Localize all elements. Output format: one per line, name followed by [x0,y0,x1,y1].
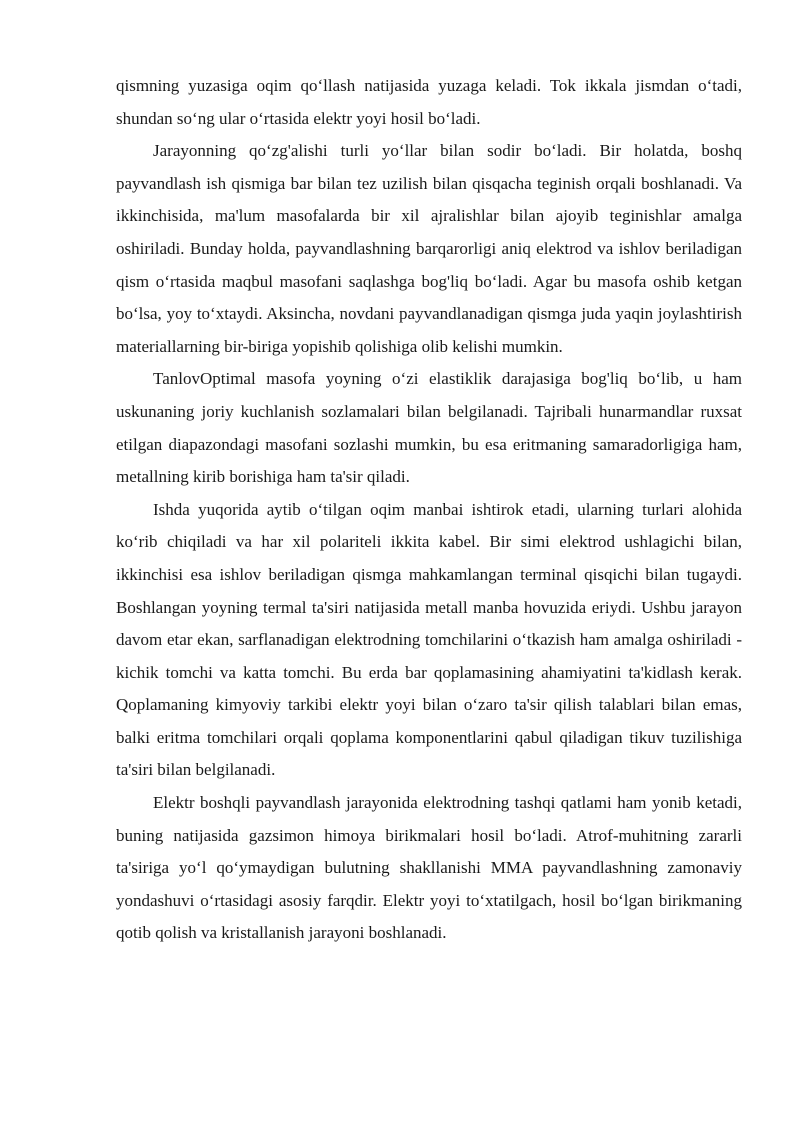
document-body [116,70,742,950]
paragraph-continuation: qismning yuzasiga oqim qo‘llash natijasida yuzaga keladi. Tok ikkala jismdan o‘tadi, shundan so‘ng ular o‘rtasida elektr yoyi hosil bo‘ladi. [116,76,742,128]
paragraph-arc-ignition: Jarayonning qo‘zg'alishi turli yo‘llar bilan sodir bo‘ladi. Bir holatda, boshq payvandlash ish qismiga bar bilan tez uzilish bilan qisqacha teginish orqali boshlanadi. Va ikkinchisida, ma'lum masofalarda bir xil ajralishlar bilan ajoyib teginishlar amalga oshiriladi. Bunday holda, payvandlashning barqarorligi aniq elektrod va ishlov beriladigan qism o‘rtasida maqbul masofani saqlashga bog'liq bo‘ladi. Agar bu masofa oshib ketgan bo‘lsa, yoy to‘xtaydi. Aksincha, novdani payvandlanadigan qismga juda yaqin joylashtirish materiallarning bir-biriga yopishib qolishiga olib kelishi mumkin. [116,141,742,356]
paragraph-optimal-distance: TanlovOptimal masofa yoyning o‘zi elastiklik darajasiga bog'liq bo‘lib, u ham uskunaning joriy kuchlanish sozlamalari bilan belgilanadi. Tajribali hunarmandlar ruxsat etilgan diapazondagi masofani sozlashi mumkin, bu esa eritmaning samaradorligiga ham, metallning kirib borishiga ham ta'sir qiladi. [116,369,742,487]
paragraph-process-description: Ishda yuqorida aytib o‘tilgan oqim manbai ishtirok etadi, ularning turlari alohida ko‘rib chiqiladi va har xil polariteli ikkita kabel. Bir simi elektrod ushlagichi bilan, ikkinchisi esa ishlov beriladigan qismga mahkamlangan terminal qisqichi bilan tugaydi. Boshlangan yoyning termal ta'siri natijasida metall manba hovuzida eriydi. Ushbu jarayon davom etar ekan, sarflanadigan elektrodning tomchilarini o‘tkazish ham amalga oshiriladi - kichik tomchi va katta tomchi. Bu erda bar qoplamasining ahamiyatini ta'kidlash kerak. Qoplamaning kimyoviy tarkibi elektr yoyi bilan o‘zaro ta'sir qilish talablari bilan emas, balki eritma tomchilari orqali qoplama komponentlarini qabul qiladigan tikuv tuzilishiga ta'siri bilan belgilanadi. [116,499,742,780]
paragraph-protective-gas: Elektr boshqli payvandlash jarayonida elektrodning tashqi qatlami ham yonib ketadi, buning natijasida gazsimon himoya birikmalari hosil bo‘ladi. Atrof-muhitning zararli ta'siriga yo‘l qo‘ymaydigan bulutning shakllanishi MMA payvandlashning zamonaviy yondashuvi o‘rtasidagi asosiy farqdir. Elektr yoyi to‘xtatilgach, hosil bo‘lgan birikmaning qotib qolish va kristallanish jarayoni boshlanadi. [116,793,742,943]
